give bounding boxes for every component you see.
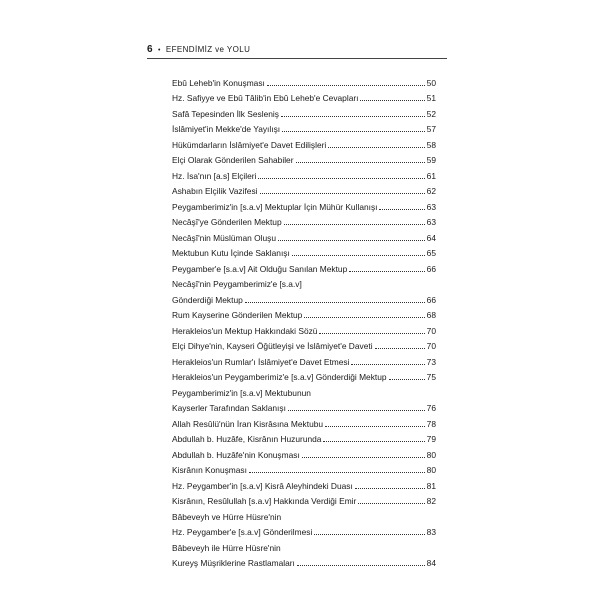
toc-entry-title: Gönderdiği Mektup [172, 294, 243, 305]
toc-leader-dots [296, 161, 425, 163]
toc-leader-dots [355, 487, 425, 489]
toc-entry-title: Peygamberimiz'in [s.a.v] Mektubunun [172, 387, 311, 398]
toc-entry-page: 62 [426, 186, 436, 196]
toc-entry [172, 429, 436, 445]
toc-entry [172, 72, 436, 88]
toc-entry-title: Hükümdarların İslâmiyet'e Davet Edilişleri [172, 139, 327, 150]
toc-entry [172, 134, 436, 150]
toc-leader-dots [258, 177, 424, 179]
toc-entry-page: 80 [426, 449, 436, 460]
toc-entry [172, 553, 436, 569]
header-separator: • [157, 47, 161, 54]
toc-entry [172, 212, 436, 228]
toc-leader-dots [284, 223, 425, 225]
toc-entry-title: Hz. Peygamber'e [s.a.v] Gönderilmesi [172, 527, 313, 537]
toc-entry-title: Peygamber'e [s.a.v] Ait Olduğu Sanılan Mektup [172, 263, 348, 274]
header-rule [147, 58, 447, 59]
toc-entry-page: 76 [426, 403, 436, 413]
toc-entry [172, 475, 436, 491]
toc-entry-page: 81 [426, 480, 436, 491]
toc-entry [172, 398, 436, 414]
toc-entry-page: 80 [426, 465, 436, 475]
toc-entry-page: 66 [426, 294, 436, 305]
table-of-contents [172, 72, 436, 568]
toc-leader-dots [314, 533, 424, 535]
toc-entry [172, 491, 436, 507]
toc-leader-dots [288, 409, 425, 411]
toc-leader-dots [389, 378, 425, 380]
toc-entry [172, 351, 436, 367]
page-number: 6 [147, 44, 153, 55]
toc-entry [172, 305, 436, 321]
toc-entry [172, 103, 436, 119]
toc-entry [172, 289, 436, 305]
toc-entry-page: 63 [426, 217, 436, 227]
toc-entry-page: 52 [426, 108, 436, 119]
toc-entry-page: 64 [426, 232, 436, 243]
toc-entry-title: Elçi Dihye'nin, Kayseri Öğütleyişi ve İslâmiyet'e Daveti [172, 341, 373, 351]
toc-entry-page: 79 [426, 434, 436, 444]
toc-entry-page: 58 [426, 139, 436, 150]
toc-leader-dots [349, 270, 424, 272]
toc-entry-page: 66 [426, 263, 436, 274]
toc-entry [172, 165, 436, 181]
toc-leader-dots [375, 347, 425, 349]
toc-entry-page: 70 [426, 325, 436, 336]
toc-entry-title: Rum Kayserine Gönderilen Mektup [172, 310, 303, 320]
toc-entry [172, 258, 436, 274]
toc-entry-title: Allah Resûlü'nün İran Kisrâsına Mektubu [172, 418, 324, 429]
toc-entry-title: Mektubun Kutu İçinde Saklanışı [172, 248, 290, 258]
toc-entry [172, 181, 436, 197]
toc-leader-dots [249, 471, 425, 473]
toc-entry [172, 460, 436, 476]
toc-entry-title: Kisrânın, Resûlullah [s.a.v] Hakkında Verdiği Emir [172, 496, 357, 506]
toc-entry-page: 63 [426, 201, 436, 212]
toc-entry [172, 382, 436, 398]
toc-leader-dots [304, 316, 424, 318]
toc-entry [172, 196, 436, 212]
toc-entry-page: 83 [426, 527, 436, 537]
toc-entry-page: 84 [426, 558, 436, 568]
toc-entry [172, 444, 436, 460]
toc-entry-title: Hz. İsa'nın [a.s] Elçileri [172, 170, 257, 181]
toc-entry [172, 336, 436, 352]
toc-entry [172, 119, 436, 135]
toc-entry-title: Herakleios'un Peygamberimiz'e [s.a.v] Gönderdiği Mektup [172, 372, 387, 382]
toc-entry [172, 506, 436, 522]
toc-entry-title: Elçi Olarak Gönderilen Sahabiler [172, 155, 294, 165]
toc-entry [172, 367, 436, 383]
toc-leader-dots [302, 456, 425, 458]
toc-leader-dots [260, 192, 425, 194]
toc-entry [172, 227, 436, 243]
toc-leader-dots [351, 363, 424, 365]
toc-entry-page: 50 [426, 77, 436, 88]
toc-leader-dots [245, 301, 425, 303]
toc-entry-title: Ashabın Elçilik Vazifesi [172, 186, 258, 196]
toc-entry-page: 65 [426, 248, 436, 258]
toc-leader-dots [297, 564, 425, 566]
toc-entry-title: Necâşî'nin Peygamberimiz'e [s.a.v] [172, 279, 302, 289]
toc-entry-title: Safâ Tepesinden İlk Sesleniş [172, 108, 279, 119]
toc-entry-title: Abdullah b. Huzâfe'nin Konuşması [172, 449, 300, 460]
toc-entry-page: 78 [426, 418, 436, 429]
toc-leader-dots [282, 130, 425, 132]
toc-entry-page: 75 [426, 372, 436, 382]
toc-leader-dots [360, 99, 424, 101]
toc-entry [172, 537, 436, 553]
toc-entry-title: Hz. Safiyye ve Ebû Tâlib'in Ebû Leheb'e Cevapları [172, 93, 359, 103]
toc-entry [172, 274, 436, 290]
toc-entry [172, 522, 436, 538]
toc-entry-title: İslâmiyet'in Mekke'de Yayılışı [172, 124, 281, 134]
toc-entry-page: 61 [426, 170, 436, 181]
toc-entry-title: Peygamberimiz'in [s.a.v] Mektuplar İçin Mühür Kullanışı [172, 201, 378, 212]
toc-entry-title: Herakleios'un Rumlar'ı İslâmiyet'e Davet Etmesi [172, 356, 350, 367]
running-header [147, 44, 447, 58]
toc-entry-title: Kureyş Müşriklerine Rastlamaları [172, 558, 295, 568]
toc-leader-dots [323, 440, 424, 442]
toc-entry [172, 413, 436, 429]
toc-entry [172, 320, 436, 336]
toc-entry [172, 243, 436, 259]
toc-entry [172, 150, 436, 166]
toc-leader-dots [267, 84, 425, 86]
toc-entry-title: Ebû Leheb'in Konuşması [172, 77, 265, 88]
toc-entry-title: Bâbeveyh ile Hürre Hüsre'nin [172, 542, 281, 553]
toc-entry-title: Herakleios'un Mektup Hakkındaki Sözü [172, 325, 318, 336]
toc-entry-title: Bâbeveyh ve Hürre Hüsre'nin [172, 511, 282, 522]
toc-entry-title: Abdullah b. Huzâfe, Kisrânın Huzurunda [172, 434, 322, 444]
toc-entry-page: 59 [426, 155, 436, 165]
toc-entry-page: 51 [426, 93, 436, 103]
toc-entry-title: Hz. Peygamber'in [s.a.v] Kisrâ Aleyhindeki Duası [172, 480, 353, 491]
toc-leader-dots [325, 425, 425, 427]
toc-leader-dots [319, 332, 424, 334]
toc-leader-dots [358, 502, 424, 504]
book-title: EFENDİMİZ ve YOLU [165, 45, 251, 54]
toc-leader-dots [292, 254, 425, 256]
toc-entry-title: Kisrânın Konuşması [172, 465, 247, 475]
toc-entry-title: Necâşî'ye Gönderilen Mektup [172, 217, 282, 227]
toc-entry-page: 57 [426, 124, 436, 134]
toc-leader-dots [379, 208, 424, 210]
toc-leader-dots [281, 115, 425, 117]
toc-entry-page: 70 [426, 341, 436, 351]
toc-entry-page: 82 [426, 496, 436, 506]
toc-entry-title: Necâşî'nin Müslüman Oluşu [172, 232, 277, 243]
toc-leader-dots [278, 239, 425, 241]
toc-entry [172, 88, 436, 104]
toc-entry-page: 73 [426, 356, 436, 367]
toc-leader-dots [328, 146, 424, 148]
toc-entry-title: Kayserler Tarafından Saklanışı [172, 403, 286, 413]
toc-entry-page: 68 [426, 310, 436, 320]
